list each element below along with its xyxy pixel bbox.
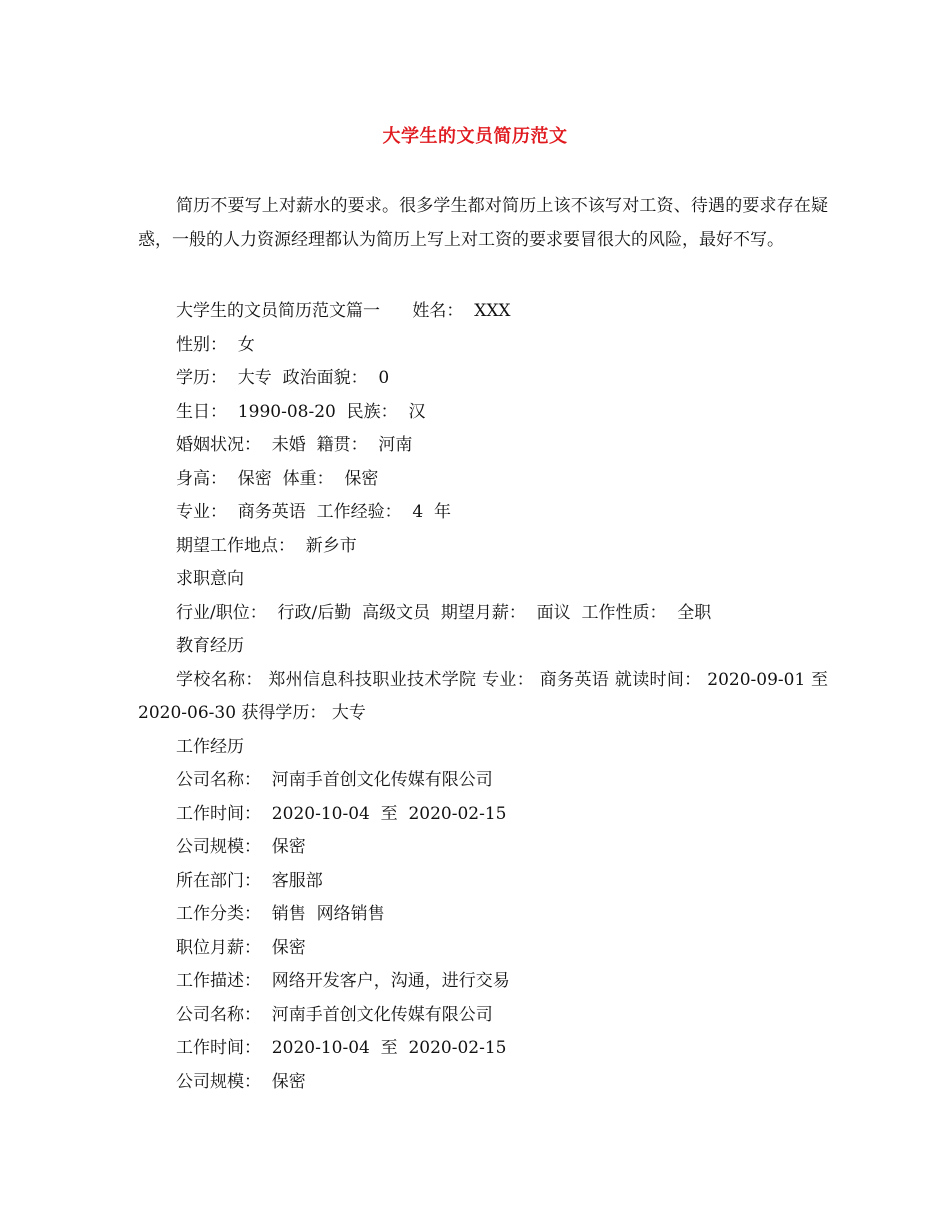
resume-line-industry: 行业/职位： 行政/后勤 高级文员 期望月薪： 面议 工作性质： 全职 bbox=[176, 602, 712, 623]
resume-line-birthday: 生日： 1990-08-20 民族： 汉 bbox=[176, 401, 426, 422]
resume-line-department: 所在部门： 客服部 bbox=[176, 870, 323, 891]
resume-line-location: 期望工作地点： 新乡市 bbox=[176, 535, 357, 556]
section-heading-job-intent: 求职意向 bbox=[176, 569, 244, 589]
resume-line-description: 工作描述： 网络开发客户，沟通，进行交易 bbox=[176, 971, 510, 991]
resume-line-gender: 性别： 女 bbox=[176, 334, 255, 355]
resume-line-height: 身高： 保密 体重： 保密 bbox=[176, 468, 379, 489]
resume-line-major: 专业： 商务英语 工作经验： 4 年 bbox=[176, 502, 452, 522]
resume-line-education: 学历： 大专 政治面貌： 0 bbox=[176, 368, 390, 388]
resume-line-school: 学校名称： 郑州信息科技职业技术学院 专业： 商务英语 就读时间： 2020-09-01 至 2020-06-30 获得学历： 大专 bbox=[138, 669, 828, 723]
resume-line-marital: 婚姻状况： 未婚 籍贯： 河南 bbox=[176, 435, 413, 455]
intro-paragraph: 简历不要写上对薪水的要求。很多学生都对简历上该不该写对工资、待遇的要求存在疑惑，一般的人力资源经理都认为简历上写上对工资的要求要冒很大的风险，最好不写。 bbox=[138, 196, 828, 250]
resume-line-work-time: 工作时间： 2020-10-04 至 2020-02-15 bbox=[176, 803, 507, 824]
resume-line-salary: 职位月薪： 保密 bbox=[176, 937, 306, 958]
section-heading-work: 工作经历 bbox=[176, 736, 244, 757]
section-heading-education: 教育经历 bbox=[176, 636, 244, 656]
resume-line-company-size-2: 公司规模： 保密 bbox=[176, 1071, 306, 1092]
resume-line-company-2: 公司名称： 河南手首创文化传媒有限公司 bbox=[176, 1004, 493, 1025]
resume-line-company-size: 公司规模： 保密 bbox=[176, 837, 306, 857]
resume-line-name: 大学生的文员简历范文篇一 姓名： XXX bbox=[176, 301, 511, 321]
document-title: 大学生的文员简历范文 bbox=[382, 126, 568, 147]
resume-line-job-category: 工作分类： 销售 网络销售 bbox=[176, 904, 385, 924]
resume-line-work-time-2: 工作时间： 2020-10-04 至 2020-02-15 bbox=[176, 1038, 507, 1058]
resume-line-company: 公司名称： 河南手首创文化传媒有限公司 bbox=[176, 770, 493, 790]
resume-lines bbox=[138, 295, 828, 1099]
